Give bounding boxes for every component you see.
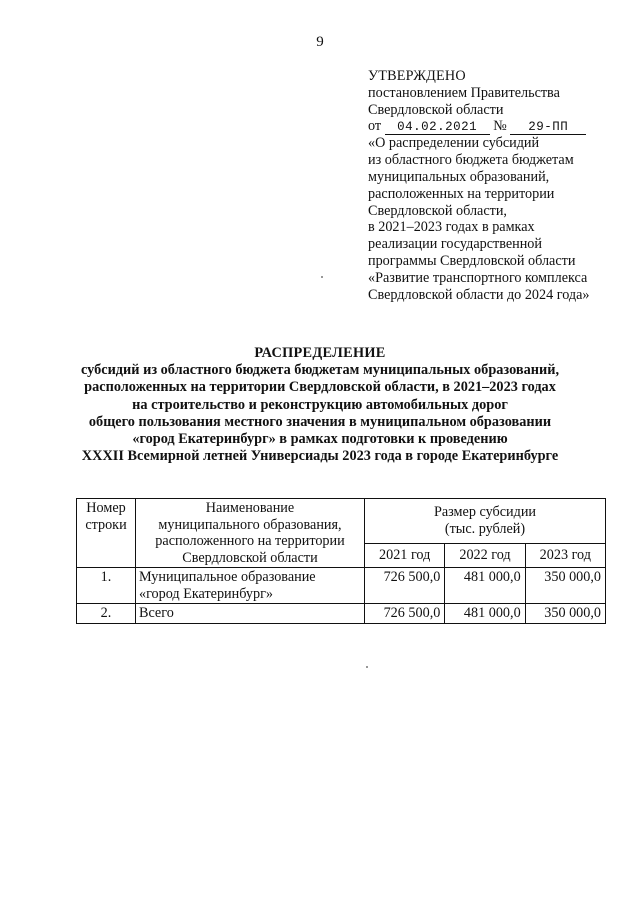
row-number: 1. [77,568,136,604]
table-row [77,568,606,604]
approval-title-line: Свердловской области до 2024 года» [368,286,590,303]
header-text: муниципального образования, [158,516,342,533]
header-text: Номер [86,500,126,516]
page-number: 9 [316,34,324,50]
date-prefix: от [368,118,382,135]
approval-title-line: Свердловской области, [368,202,507,219]
approval-block [368,68,618,303]
approval-line: постановлением Правительства [368,84,560,101]
document-title-line: общего пользования местного значения в муниципальном образовании [88,413,552,430]
header-year: 2021 год [365,543,445,567]
header-text: строки [85,516,127,533]
header-row-number [77,499,136,568]
scan-speck [366,666,368,668]
header-text: Наименование [205,500,295,516]
approval-title-line: программы Свердловской области [368,252,576,269]
row-value-2023: 350 000,0 [525,604,605,624]
row-value-2022: 481 000,0 [445,568,525,604]
approval-title-line: «Развитие транспортного комплекса [368,269,588,286]
table-header-row [77,499,606,544]
row-value-2021: 726 500,0 [365,604,445,624]
approval-title-line: «О распределении субсидий [368,135,540,152]
document-title-line: субсидий из областного бюджета бюджетам муниципальных образований, [80,362,560,379]
header-year: 2022 год [445,543,525,567]
header-municipality [136,499,365,568]
header-subsidy-size [365,499,606,544]
cell-text: «город Екатеринбург» [139,585,274,602]
document-title-line: XXXII Всемирной летней Универсиады 2023 года в городе Екатеринбурге [81,448,559,465]
document-title-main: РАСПРЕДЕЛЕНИЕ [254,345,386,361]
cell-text: Муниципальное образование [139,569,316,585]
approval-date: 04.02.2021 [385,120,490,135]
approval-date-line [368,118,618,135]
table-row-total [77,604,606,624]
document-title [30,345,610,465]
approval-title-line: из областного бюджета бюджетам [368,152,574,169]
header-text: Свердловской области [182,549,318,566]
approval-line: Свердловской области [368,101,504,118]
scan-speck [321,276,323,278]
row-number: 2. [77,604,136,624]
row-municipality [136,568,365,604]
approval-title-line: расположенных на территории [368,185,555,202]
document-title-line: на строительство и реконструкцию автомобильных дорог [132,396,508,413]
approval-heading: УТВЕРЖДЕНО [368,68,466,84]
document-title-line: расположенных на территории Свердловской области, в 2021–2023 годах [84,379,556,396]
approval-title-line: муниципальных образований, [368,168,550,185]
document-title-line: «город Екатеринбург» в рамках подготовки к проведению [132,431,508,448]
row-value-2023: 350 000,0 [525,568,605,604]
row-value-2021: 726 500,0 [365,568,445,604]
approval-title-line: в 2021–2023 годах в рамках [368,219,535,236]
row-municipality [136,604,365,624]
approval-number: 29-ПП [510,120,586,135]
header-year: 2023 год [525,543,605,567]
header-text: расположенного на территории [155,533,345,549]
header-text: (тыс. рублей) [444,520,526,537]
approval-title-line: реализации государственной [368,236,542,253]
header-text: Размер субсидии [433,504,537,521]
row-value-2022: 481 000,0 [445,604,525,624]
subsidy-table [76,498,606,624]
cell-text: Всего [139,605,174,621]
number-prefix: № [493,118,507,135]
